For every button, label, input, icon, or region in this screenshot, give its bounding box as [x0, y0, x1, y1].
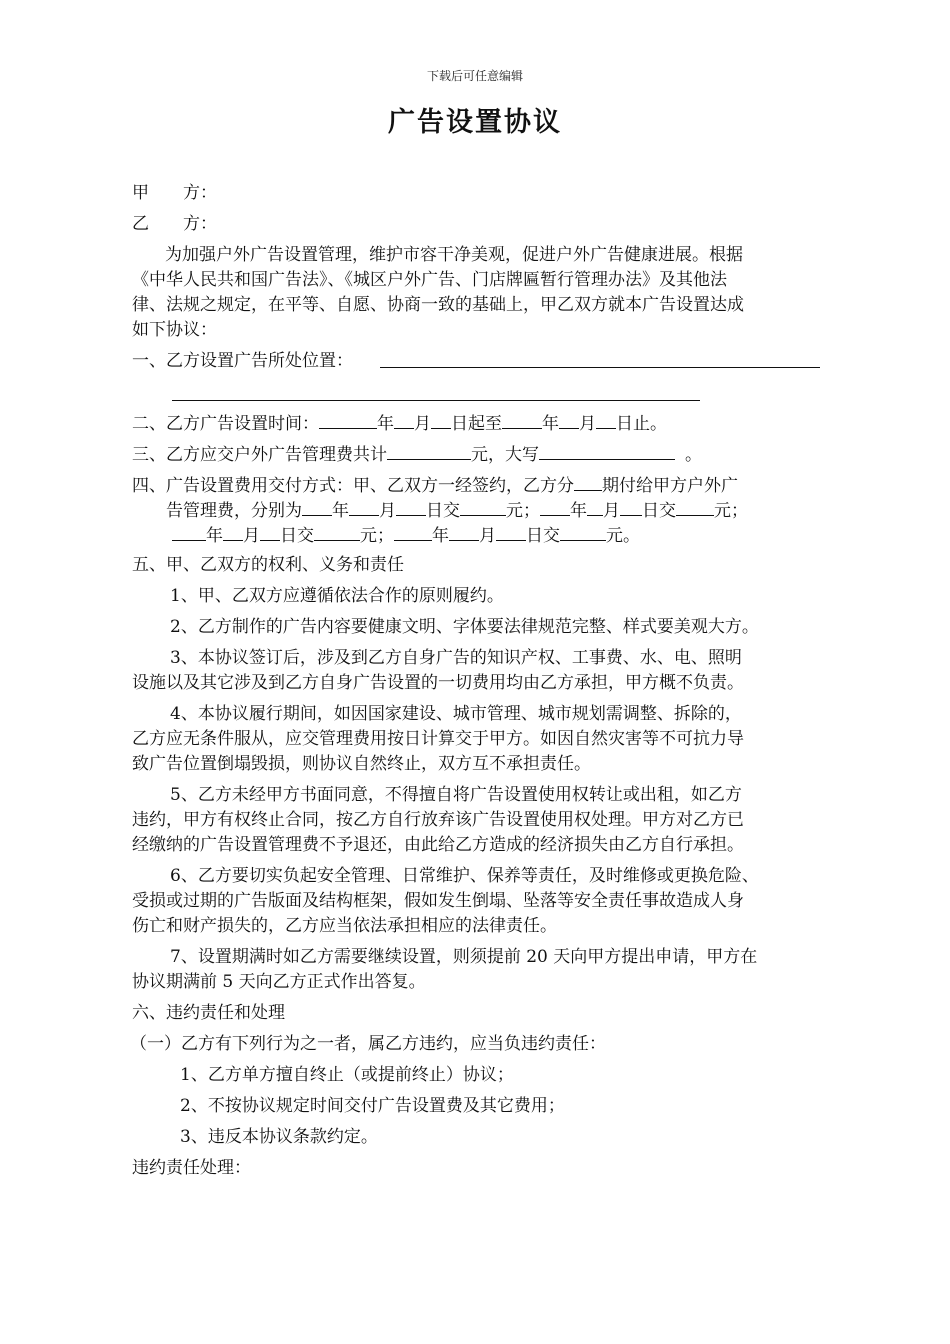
clause5-item: 1、甲、乙双方应遵循依法合作的原则履约。	[170, 586, 504, 606]
clause4-line: 四、广告设置费用交付方式：甲、乙双方一经签约，乙方分 期付给甲方户外广	[132, 473, 738, 497]
blank-field	[496, 523, 526, 541]
clause5-item: 2、乙方制作的广告内容要健康文明、字体要法律规范完整、样式要美观大方。	[170, 617, 759, 637]
document-title: 广告设置协议	[388, 107, 562, 138]
preamble-line: 律、法规之规定，在平等、自愿、协商一致的基础上，甲乙双方就本广告设置达成	[132, 295, 744, 315]
clause5-item: 协议期满前 5 天向乙方正式作出答复。	[132, 972, 426, 992]
clause4-line: 年 月 日交 元； 年 月 日交 元。	[172, 523, 640, 547]
blank-field	[587, 498, 603, 516]
clause6-handling: 违约责任处理：	[132, 1158, 251, 1178]
blank-field	[460, 498, 506, 516]
clause6-item: 3、违反本协议条款约定。	[180, 1127, 378, 1147]
clause5-item: 致广告位置倒塌毁损，则协议自然终止，双方互不承担责任。	[132, 754, 591, 774]
blank-field	[431, 411, 451, 429]
clause5-item: 设施以及其它涉及到乙方自身广告设置的一切费用均由乙方承担，甲方概不负责。	[132, 673, 744, 693]
blank-field	[449, 523, 479, 541]
clause6-title: 六、违约责任和处理	[132, 1003, 285, 1023]
clause2-line: 二、乙方广告设置时间： 年 月 日起至 年 月 日止。	[132, 411, 667, 435]
blank-field	[394, 411, 414, 429]
clause5-item: 4、本协议履行期间，如因国家建设、城市管理、城市规划需调整、拆除的，	[170, 704, 742, 724]
blank-field	[387, 442, 471, 460]
clause4-line: 告管理费，分别为 年 月 日交 元； 年 月 日交 元；	[166, 498, 748, 522]
header-note: 下载后可任意编辑	[426, 69, 523, 83]
clause5-item: 经缴纳的广告设置管理费不予退还，由此给乙方造成的经济损失由乙方自行承担。	[132, 835, 744, 855]
blank-field	[539, 442, 675, 460]
clause3-line: 三、乙方应交户外广告管理费共计 元，大写 。	[132, 442, 702, 466]
blank-field	[559, 411, 579, 429]
blank-field	[574, 473, 602, 491]
blank-field	[260, 523, 280, 541]
clause5-title: 五、甲、乙双方的权利、义务和责任	[132, 555, 404, 575]
blank-field	[502, 411, 542, 429]
blank-field	[596, 411, 616, 429]
blank-field	[394, 523, 432, 541]
location-blank-line	[380, 367, 820, 368]
preamble-line: 《中华人民共和国广告法》、《城区户外广告、门店牌匾暂行管理办法》及其他法	[132, 270, 727, 290]
blank-field	[620, 498, 642, 516]
clause5-item: 受损或过期的广告版面及结构框架，假如发生倒塌、坠落等安全责任事故造成人身	[132, 891, 744, 911]
blank-field	[172, 523, 206, 541]
preamble-line: 如下协议：	[132, 320, 217, 340]
blank-field	[560, 523, 606, 541]
clause1-label: 一、乙方设置广告所处位置：	[132, 351, 353, 371]
party-a-label: 甲 方：	[132, 183, 217, 203]
clause6-intro: （一）乙方有下列行为之一者，属乙方违约，应当负违约责任：	[130, 1034, 606, 1054]
clause5-item: 3、本协议签订后，涉及到乙方自身广告的知识产权、工事费、水、电、照明	[170, 648, 742, 668]
blank-field	[349, 498, 379, 516]
blank-field	[540, 498, 570, 516]
party-b-label: 乙 方：	[132, 214, 217, 234]
blank-field	[319, 411, 377, 429]
blank-field	[676, 498, 714, 516]
blank-field	[396, 498, 426, 516]
blank-field	[302, 498, 332, 516]
blank-field	[223, 523, 243, 541]
clause6-item: 2、不按协议规定时间交付广告设置费及其它费用；	[180, 1096, 565, 1116]
clause5-item: 7、设置期满时如乙方需要继续设置，则须提前 20 天向甲方提出申请，甲方在	[170, 947, 758, 967]
clause5-item: 5、乙方未经甲方书面同意，不得擅自将广告设置使用权转让或出租，如乙方	[170, 785, 742, 805]
clause5-item: 伤亡和财产损失的，乙方应当依法承担相应的法律责任。	[132, 916, 557, 936]
location-blank-line-2	[172, 400, 700, 401]
blank-field	[314, 523, 360, 541]
preamble-line: 为加强户外广告设置管理，维护市容干净美观，促进户外广告健康进展。根据	[165, 245, 743, 265]
clause5-item: 6、乙方要切实负起安全管理、日常维护、保养等责任，及时维修或更换危险、	[170, 866, 759, 886]
clause6-item: 1、乙方单方擅自终止（或提前终止）协议；	[180, 1065, 514, 1085]
clause5-item: 乙方应无条件服从，应交管理费用按日计算交于甲方。如因自然灾害等不可抗力导	[132, 729, 744, 749]
clause5-item: 违约，甲方有权终止合同，按乙方自行放弃该广告设置使用权处理。甲方对乙方已	[132, 810, 744, 830]
